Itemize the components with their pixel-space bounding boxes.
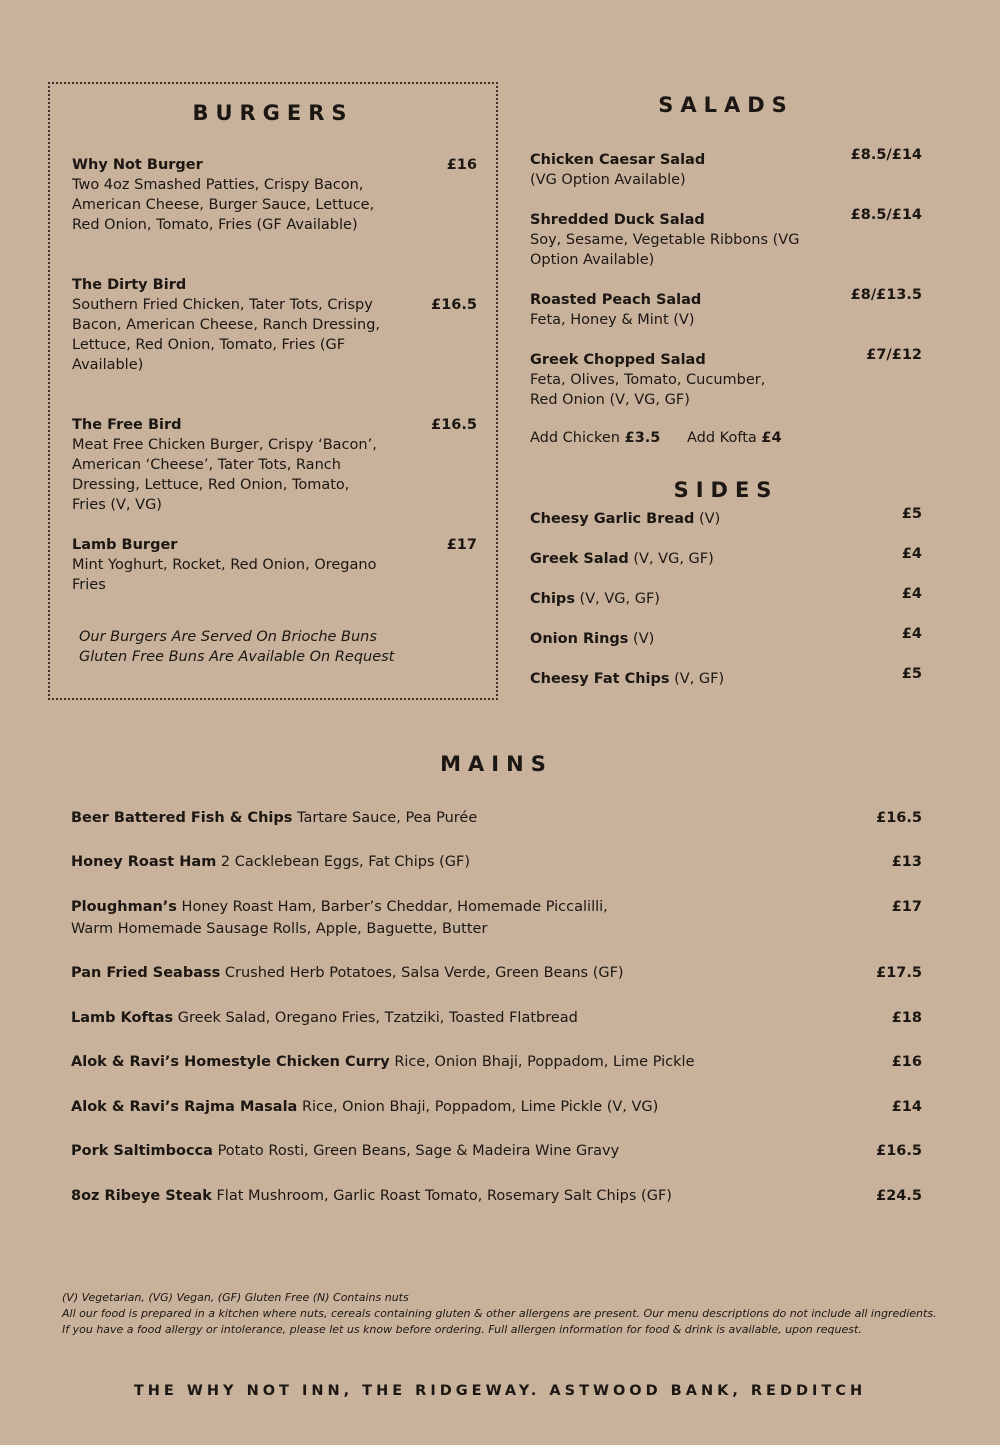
main-name: Pan Fried Seabass <box>71 965 221 981</box>
allergen-statement: All our food is prepared in a kitchen where nuts, cereals containing gluten & other allergens are present. Our menu descriptions do not include all ingredients. If you have a food allergy or intolerance, please let us know before ordering. Full allergen information for food & drink is available, upon request. <box>62 1307 937 1336</box>
main-name: Beer Battered Fish & Chips <box>71 810 293 826</box>
burger-item <box>72 535 477 595</box>
side-price: £5 <box>901 506 922 522</box>
main-price: £18 <box>891 1010 922 1026</box>
burger-name: Why Not Burger <box>72 157 203 173</box>
main-item <box>71 1140 922 1162</box>
salad-description: (VG Option Available) <box>530 172 686 188</box>
main-item <box>71 962 922 984</box>
burger-bun-note <box>79 627 394 667</box>
main-description: Tartare Sauce, Pea Purée <box>292 810 478 826</box>
side-name: Greek Salad <box>530 551 629 567</box>
burger-name: The Dirty Bird <box>72 277 187 293</box>
main-name: Alok & Ravi’s Rajma Masala <box>71 1099 298 1115</box>
sides-heading: SIDES <box>673 478 779 502</box>
burgers-heading: BURGERS <box>192 101 354 125</box>
main-item <box>71 1051 922 1073</box>
main-item <box>71 851 922 873</box>
side-tags: (V) <box>694 511 721 527</box>
main-price: £24.5 <box>876 1188 922 1204</box>
main-item <box>71 807 922 829</box>
add-kofta-label: Add Kofta <box>687 430 757 446</box>
salad-price: £8/£13.5 <box>850 287 922 303</box>
add-chicken-label: Add Chicken <box>530 430 620 446</box>
mains-heading: MAINS <box>440 752 553 776</box>
main-description: Potato Rosti, Green Beans, Sage & Madeira Wine Gravy <box>212 1143 620 1159</box>
side-item <box>530 506 922 527</box>
main-name: 8oz Ribeye Steak <box>71 1188 212 1204</box>
burgers-section <box>48 82 498 700</box>
main-description: Honey Roast Ham, Barber’s Cheddar, Homemade Piccalilli, Warm Homemade Sausage Rolls, Apple, Baguette, Butter <box>71 899 608 937</box>
main-price: £13 <box>891 854 922 870</box>
burger-description: Meat Free Chicken Burger, Crispy ‘Bacon’, American ‘Cheese’, Tater Tots, Ranch Dressing, Lettuce, Red Onion, Tomato, Fries (V, VG) <box>72 437 377 513</box>
side-tags: (V) <box>628 631 655 647</box>
main-name: Ploughman’s <box>71 899 177 915</box>
main-description: Rice, Onion Bhaji, Poppadom, Lime Pickle (V, VG) <box>297 1099 659 1115</box>
salad-description: Feta, Olives, Tomato, Cucumber, Red Onion (V, VG, GF) <box>530 372 766 408</box>
salads-heading: SALADS <box>658 93 794 117</box>
burger-description: Two 4oz Smashed Patties, Crispy Bacon, American Cheese, Burger Sauce, Lettuce, Red Onion, Tomato, Fries (GF Available) <box>72 177 375 233</box>
side-item <box>530 546 922 567</box>
add-chicken-price: £3.5 <box>624 430 661 446</box>
side-item <box>530 666 922 687</box>
side-name: Onion Rings <box>530 631 629 647</box>
side-price: £4 <box>901 546 922 562</box>
side-price: £4 <box>901 626 922 642</box>
salad-item <box>530 147 922 190</box>
burger-price: £16 <box>446 157 477 173</box>
allergen-notes <box>62 1290 942 1338</box>
main-price: £16.5 <box>876 1143 922 1159</box>
side-name: Cheesy Garlic Bread <box>530 511 695 527</box>
burger-description: Southern Fried Chicken, Tater Tots, Crispy Bacon, American Cheese, Ranch Dressing, Lettuce, Red Onion, Tomato, Fries (GF Available) <box>72 297 381 373</box>
salad-name: Shredded Duck Salad <box>530 212 705 228</box>
burger-name: The Free Bird <box>72 417 182 433</box>
salad-price: £8.5/£14 <box>850 147 922 163</box>
main-item <box>71 1007 922 1029</box>
main-item <box>71 1096 922 1118</box>
main-name: Honey Roast Ham <box>71 854 217 870</box>
side-item <box>530 626 922 647</box>
side-name: Cheesy Fat Chips <box>530 671 670 687</box>
burger-price: £16.5 <box>431 417 477 433</box>
burger-price: £17 <box>446 537 477 553</box>
side-price: £5 <box>901 666 922 682</box>
main-name: Lamb Koftas <box>71 1010 174 1026</box>
burger-note-line: Our Burgers Are Served On Brioche Buns <box>79 629 377 645</box>
side-tags: (V, VG, GF) <box>628 551 714 567</box>
salad-price: £7/£12 <box>866 347 922 363</box>
side-name: Chips <box>530 591 575 607</box>
salad-description: Feta, Honey & Mint (V) <box>530 312 695 328</box>
main-price: £16.5 <box>876 810 922 826</box>
main-item <box>71 1185 922 1207</box>
burger-price: £16.5 <box>431 297 477 313</box>
salad-name: Roasted Peach Salad <box>530 292 702 308</box>
main-price: £16 <box>891 1054 922 1070</box>
diet-legend: (V) Vegetarian, (VG) Vegan, (GF) Gluten Free (N) Contains nuts <box>62 1291 409 1304</box>
burger-description: Mint Yoghurt, Rocket, Red Onion, Oregano Fries <box>72 557 377 593</box>
main-item <box>71 896 922 940</box>
salad-addons <box>530 430 782 446</box>
main-price: £17.5 <box>876 965 922 981</box>
venue-address: THE WHY NOT INN, THE RIDGEWAY. ASTWOOD BANK, REDDITCH <box>133 1383 867 1399</box>
burger-item <box>72 155 477 235</box>
salad-description: Soy, Sesame, Vegetable Ribbons (VG Option Available) <box>530 232 800 268</box>
main-description: 2 Cacklebean Eggs, Fat Chips (GF) <box>216 854 471 870</box>
burger-item <box>72 275 477 375</box>
main-description: Flat Mushroom, Garlic Roast Tomato, Rosemary Salt Chips (GF) <box>211 1188 672 1204</box>
main-description: Rice, Onion Bhaji, Poppadom, Lime Pickle <box>389 1054 695 1070</box>
side-item <box>530 586 922 607</box>
salad-name: Chicken Caesar Salad <box>530 152 706 168</box>
burger-item <box>72 415 477 515</box>
main-name: Alok & Ravi’s Homestyle Chicken Curry <box>71 1054 390 1070</box>
main-description: Greek Salad, Oregano Fries, Tzatziki, Toasted Flatbread <box>173 1010 578 1026</box>
main-price: £17 <box>891 899 922 915</box>
side-tags: (V, GF) <box>669 671 725 687</box>
salad-item <box>530 287 922 330</box>
main-name: Pork Saltimbocca <box>71 1143 213 1159</box>
burger-name: Lamb Burger <box>72 537 178 553</box>
main-price: £14 <box>891 1099 922 1115</box>
salad-item <box>530 347 922 410</box>
side-tags: (V, VG, GF) <box>574 591 660 607</box>
salad-item <box>530 207 922 270</box>
add-kofta-price: £4 <box>761 430 782 446</box>
burger-note-line: Gluten Free Buns Are Available On Request <box>79 649 395 665</box>
side-price: £4 <box>901 586 922 602</box>
salad-price: £8.5/£14 <box>850 207 922 223</box>
main-description: Crushed Herb Potatoes, Salsa Verde, Green Beans (GF) <box>220 965 624 981</box>
salad-name: Greek Chopped Salad <box>530 352 706 368</box>
